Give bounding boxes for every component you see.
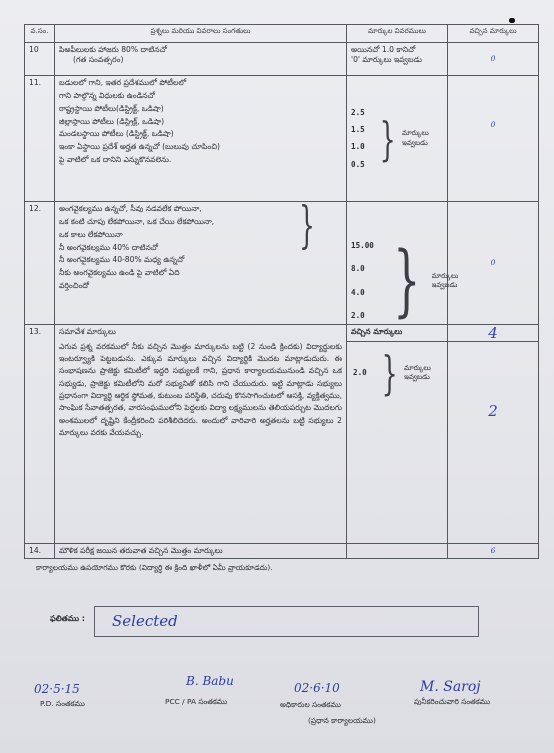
table-row-11	[25, 76, 539, 202]
row-number: 13.	[25, 325, 55, 544]
officer-caption: అధికారుల సంతకము	[280, 700, 341, 709]
result-label: ఫలితము :	[50, 614, 85, 623]
pd-caption: P.D. సంతకము	[40, 699, 85, 708]
row-number: 14.	[25, 544, 55, 559]
marks-line: అయినచో 1.0 కానిచో	[351, 45, 416, 54]
question-line: బడులలో గాని, ఇతర ప్రదేశములో పోటీలలో	[59, 78, 187, 87]
awarded-cell	[448, 325, 539, 544]
question-line: ఇంకా ఏస్థాయి ప్రదేశ్ అర్హత ఉన్నచో (బులువు చూపించి)	[59, 142, 221, 152]
pcc-caption: PCC / PA సంతకము	[165, 697, 228, 706]
brace-glyph: }	[393, 236, 421, 326]
brace-glyph: }	[298, 196, 315, 254]
brace-glyph: }	[379, 111, 396, 166]
points-label-line: మార్కులు	[404, 363, 431, 372]
question-line: గాని పాల్గొన్న విధులకు ఉండినచో	[59, 90, 155, 100]
points-label-line: మార్కులు	[431, 271, 459, 280]
points-value: 15.00	[351, 241, 374, 250]
pcc-signature: B. Babu	[186, 674, 234, 688]
awarded-mark: 0	[448, 202, 539, 325]
row-marks-detail	[347, 202, 459, 326]
awarded-mark: 6	[448, 544, 539, 559]
points-group	[351, 108, 443, 170]
table-row-13	[25, 325, 539, 544]
brace	[382, 236, 459, 326]
head-office-note: (ప్రధాన కార్యాలయము)	[308, 716, 376, 725]
row-marks-detail	[347, 544, 448, 559]
row-question	[55, 196, 347, 325]
row-marks-detail	[347, 76, 448, 202]
marks-line: '0' మార్కులు ఇవ్వబడు	[351, 54, 422, 64]
row-number: 10	[25, 43, 55, 76]
question-line: నీ అంగవైకల్యము 40-80% మధ్య ఉన్నచో	[59, 255, 185, 265]
interview-paragraph: ఎగువ ప్రశ్న వరకములో నీకు వచ్చిన మొత్తం మార్కులను బట్టి (2 నుండి క్రిందకు) విద్యార్థులకు ఇంటర్వ్యూకి పెట్టబడును. ఎక్కువ మార్కులు వచ్చిన విద్యార్థికి మొదట మాట్లాడుదురు. ఈ సంభాషణను ప్రాజెక్టు కమిటీలో ఇద్దరి సభ్యులకే గాని, ప్రధాన కార్యాలయమునుండి వచ్చిన ఒక సభ్యుడు, ప్రాజెక్టు కమిటీలోని మరో సభ్యునితో కలిసి గాని చేయుదురు. ఇట్టి మాట్లాడు సభ్యులు ప్రధానంగా విద్యార్థి ఆర్థిక స్థోమత, కుటుంబ పరిస్థితి, చదువు కొనసాగించుటలో ఆసక్తి, వ్యక్తిత్వము, సాంఘిక సేవాతత్పరత, వారసంఘములోని పెద్దలకు విద్యా లక్ష్యములను తెలియపర్చుట మొదలగు అంశములలో దృష్టిని కేంద్రీకరించి పరిశీలిదెదరు. అందులో వారివారి అర్హతలను బట్టి సభ్యులు 2 మార్కులు వరకు వేయవచ్చు.	[59, 341, 342, 437]
points-label-line: ఇవ్వబడు	[402, 138, 428, 147]
question-line: అంగవైకల్యము ఉన్నచో, సీవు నడవలేక పోయినా,	[59, 204, 202, 213]
table-header-row	[25, 25, 539, 43]
points-list	[351, 241, 374, 321]
question-line: ఒక కాలు లేకపోయినా	[59, 229, 123, 239]
question-line: (గత సంవత్సరం)	[73, 54, 124, 64]
verifier-signature: M. Saroj	[420, 679, 481, 695]
points-group	[347, 342, 447, 400]
awarded-subheader-mark: 4	[448, 325, 538, 342]
question-line: వర్తించిందో	[59, 281, 90, 291]
header-marks-detail: మార్కుల వివరములు	[347, 25, 448, 43]
row-number: 11.	[25, 76, 55, 202]
row-question	[55, 76, 347, 202]
points-label-line: ఇవ్వబడు	[431, 281, 458, 289]
verifier-caption: పునీకరించువారి సంతకము	[414, 697, 491, 706]
awarded-mark: 0	[448, 43, 539, 76]
office-use-note: కార్యాలయము ఉపయోగము కొరకు (విద్యార్థి ఈ క్రింది ఖాళీలో ఏమీ వ్రాయకూడదు).	[36, 563, 273, 572]
points-group	[351, 236, 459, 326]
brace-glyph: }	[381, 346, 398, 400]
points-label-line: మార్కులు	[402, 129, 429, 138]
question-line: నీకు అంగవైకల్యము ఉండి పై వాటిలో ఏది	[59, 268, 180, 278]
points-label	[402, 129, 429, 148]
table-row-10	[25, 43, 539, 76]
marks-subheader: వచ్చిన మార్కులు	[347, 325, 447, 342]
brace	[375, 346, 431, 400]
table-row-12	[25, 202, 539, 325]
row-question	[55, 43, 347, 76]
row-marks-detail	[347, 325, 448, 544]
ink-dot	[509, 18, 515, 23]
brace	[373, 111, 429, 166]
points-label	[404, 364, 431, 383]
points-value: 2.5	[351, 107, 365, 117]
points-value: 1.0	[351, 142, 365, 152]
question-line: పై వాటిలో ఒక దానిని ఎన్నుకొనవలెను.	[59, 155, 172, 165]
header-sno: వ.సం.	[25, 25, 55, 43]
question-line: రాష్ట్రస్థాయి పోటీలు(డిస్ట్రిక్ట్, ఒడిషా)	[59, 103, 164, 113]
points-value: 0.5	[351, 159, 365, 169]
question-line: జిల్లాస్థాయి పోటీలు (డిస్ట్రిక్ట్, ఒడిషా)	[59, 116, 165, 126]
pd-signature: 02·5·15	[34, 682, 80, 696]
points-value: 2.0	[351, 311, 365, 321]
question-line: మండలస్థాయి పోటీలు (డిస్ట్రిక్ట్, ఒడిషా)	[59, 129, 174, 139]
points-label	[432, 272, 459, 291]
section-title: సమావేశ మార్కులు	[59, 327, 116, 336]
question-line: ఒక కంటి చూపు లేకపోయినా, ఒక చేయి లేకపోయినా,	[59, 216, 215, 226]
awarded-mark: 2	[488, 402, 498, 420]
question-line: పిఅపీలులకు హాజరు 80% దాటినచో	[59, 45, 167, 54]
points-value: 8.0	[351, 264, 365, 274]
row-marks-detail	[347, 43, 448, 76]
officer-signature: 02·6·10	[294, 681, 340, 695]
result-value: Selected	[112, 612, 178, 630]
question-line: మౌళిక పరీక్ష జయిన తరువాత వచ్చిన మొత్తం మార్కులు	[59, 546, 223, 555]
row-question	[55, 544, 347, 559]
points-label-line: ఇవ్వబడు	[404, 373, 430, 381]
row-number: 12.	[25, 202, 55, 325]
question-line: నీ అంగవైకల్యము 40% దాటినచో	[59, 242, 159, 252]
table-row-14	[25, 544, 539, 559]
points-list	[351, 108, 365, 170]
header-awarded: వచ్చిన మార్కులు	[448, 25, 539, 43]
header-question: ప్రశ్నలు మరియు వివరాలు సంగతులు	[55, 25, 347, 43]
points-value: 2.0	[353, 368, 367, 378]
awarded-mark: 0	[448, 76, 539, 202]
points-value: 1.5	[351, 124, 365, 134]
row-question	[55, 325, 347, 544]
marks-table	[24, 24, 539, 559]
points-value: 4.0	[351, 287, 365, 297]
